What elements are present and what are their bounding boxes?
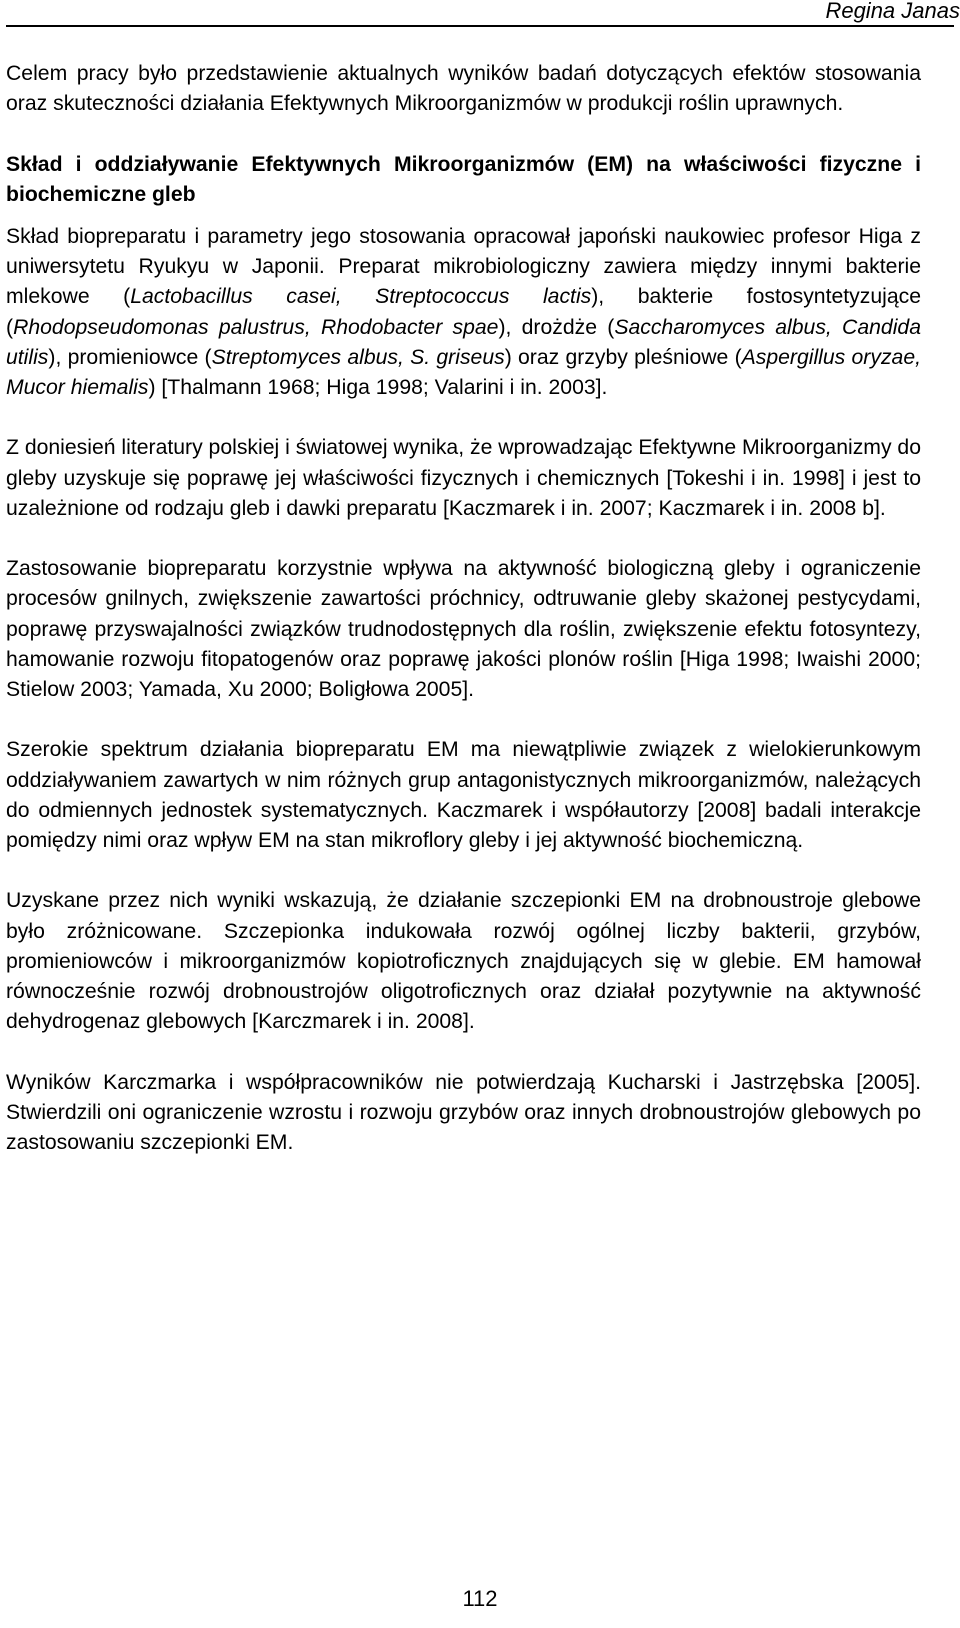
- text-run: ), drożdże (: [498, 315, 615, 339]
- text-run: ), bakterie fostosyntetyzujące (: [6, 285, 921, 339]
- text-run: ), promieniowce (: [48, 345, 212, 369]
- section-heading: Skład i oddziaływanie Efektywnych Mikroorganizmów (EM) na właściwości fizyczne i biochemiczne gleb: [6, 152, 921, 206]
- header-rule: [6, 25, 954, 27]
- application-paragraph: Zastosowanie biopreparatu korzystnie wpływa na aktywność biologiczną gleby i ograniczenie procesów gnilnych, zwiększenie zawartości próchnicy, odtruwanie gleby skażonej pestycydami, poprawę przyswajalności związków trudnodostępnych dla roślin, zwiększenie efektu fotosyntezy, hamowanie rozwoju fitopatogenów oraz poprawę jakości plonów roślin [Higa 1998; Iwaishi 2000; Stielow 2003; Yamada, Xu 2000; Boligłowa 2005].: [6, 557, 921, 702]
- text-run: Skład biopreparatu i parametry jego stosowania opracował japoński naukowiec profesor Higa z uniwersytetu Ryukyu w Japonii. Preparat mikrobiologiczny zawiera między innymi bakterie mlekowe (: [6, 225, 921, 309]
- body-text: [6, 59, 921, 1188]
- species-name-italic: Saccharomyces albus, Candida utilis: [6, 315, 921, 369]
- text-run: ) oraz grzyby pleśniowe (: [504, 345, 742, 369]
- literature-paragraph: Z doniesień literatury polskiej i światowej wynika, że wprowadzając Efektywne Mikroorganizmy do gleby uzyskuje się poprawę jej właściwości fizycznych i chemicznych [Tokeshi i in. 1998] i jest to uzależnione od rodzaju gleb i dawki preparatu [Kaczmarek i in. 2007; Kaczmarek i in. 2008 b].: [6, 436, 921, 520]
- text-run: ) [Thalmann 1968; Higa 1998; Valarini i in. 2003].: [148, 376, 608, 400]
- composition-paragraph: [6, 222, 921, 403]
- page-number: 112: [462, 1586, 498, 1611]
- species-name-italic: Lactobacillus casei, Streptococcus lactis: [130, 285, 592, 309]
- results-paragraph: Uzyskane przez nich wyniki wskazują, że działanie szczepionki EM na drobnoustroje glebowe było zróżnicowane. Szczepionka indukowała rozwój ogólnej liczby bakterii, grzybów, promieniowców i mikroorganizmów kopiotroficznych znajdujących się w glebie. EM hamował równocześnie rozwój drobnoustrojów oligotroficznych oraz działał pozytywnie na aktywność dehydrogenaz glebowych [Karczmarek i in. 2008].: [6, 889, 921, 1034]
- spectrum-paragraph: Szerokie spektrum działania biopreparatu EM ma niewątpliwie związek z wielokierunkowym oddziaływaniem zawartych w nim różnych grup antagonistycznych mikroorganizmów, należących do odmiennych jednostek systematycznych. Kaczmarek i współautorzy [2008] badali interakcje pomiędzy nimi oraz wpływ EM na stan mikroflory gleby i jej aktywność biochemiczną.: [6, 738, 921, 853]
- intro-paragraph: Celem pracy było przedstawienie aktualnych wyników badań dotyczących efektów stosowania oraz skuteczności działania Efektywnych Mikroorganizmów w produkcji roślin uprawnych.: [6, 62, 921, 116]
- species-name-italic: Aspergillus oryzae, Mucor hiemalis: [6, 345, 921, 400]
- contradiction-paragraph: Wyników Karczmarka i współpracowników nie potwierdzają Kucharski i Jastrzębska [2005]. Stwierdzili oni ograniczenie wzrostu i rozwoju grzybów oraz innych drobnoustrojów glebowych po zastosowaniu szczepionki EM.: [6, 1070, 921, 1155]
- running-header-author: Regina Janas: [825, 0, 960, 23]
- species-name-italic: Streptomyces albus, S. griseus: [211, 345, 505, 369]
- species-name-italic: Rhodopseudomonas palustrus, Rhodobacter spae: [13, 315, 499, 339]
